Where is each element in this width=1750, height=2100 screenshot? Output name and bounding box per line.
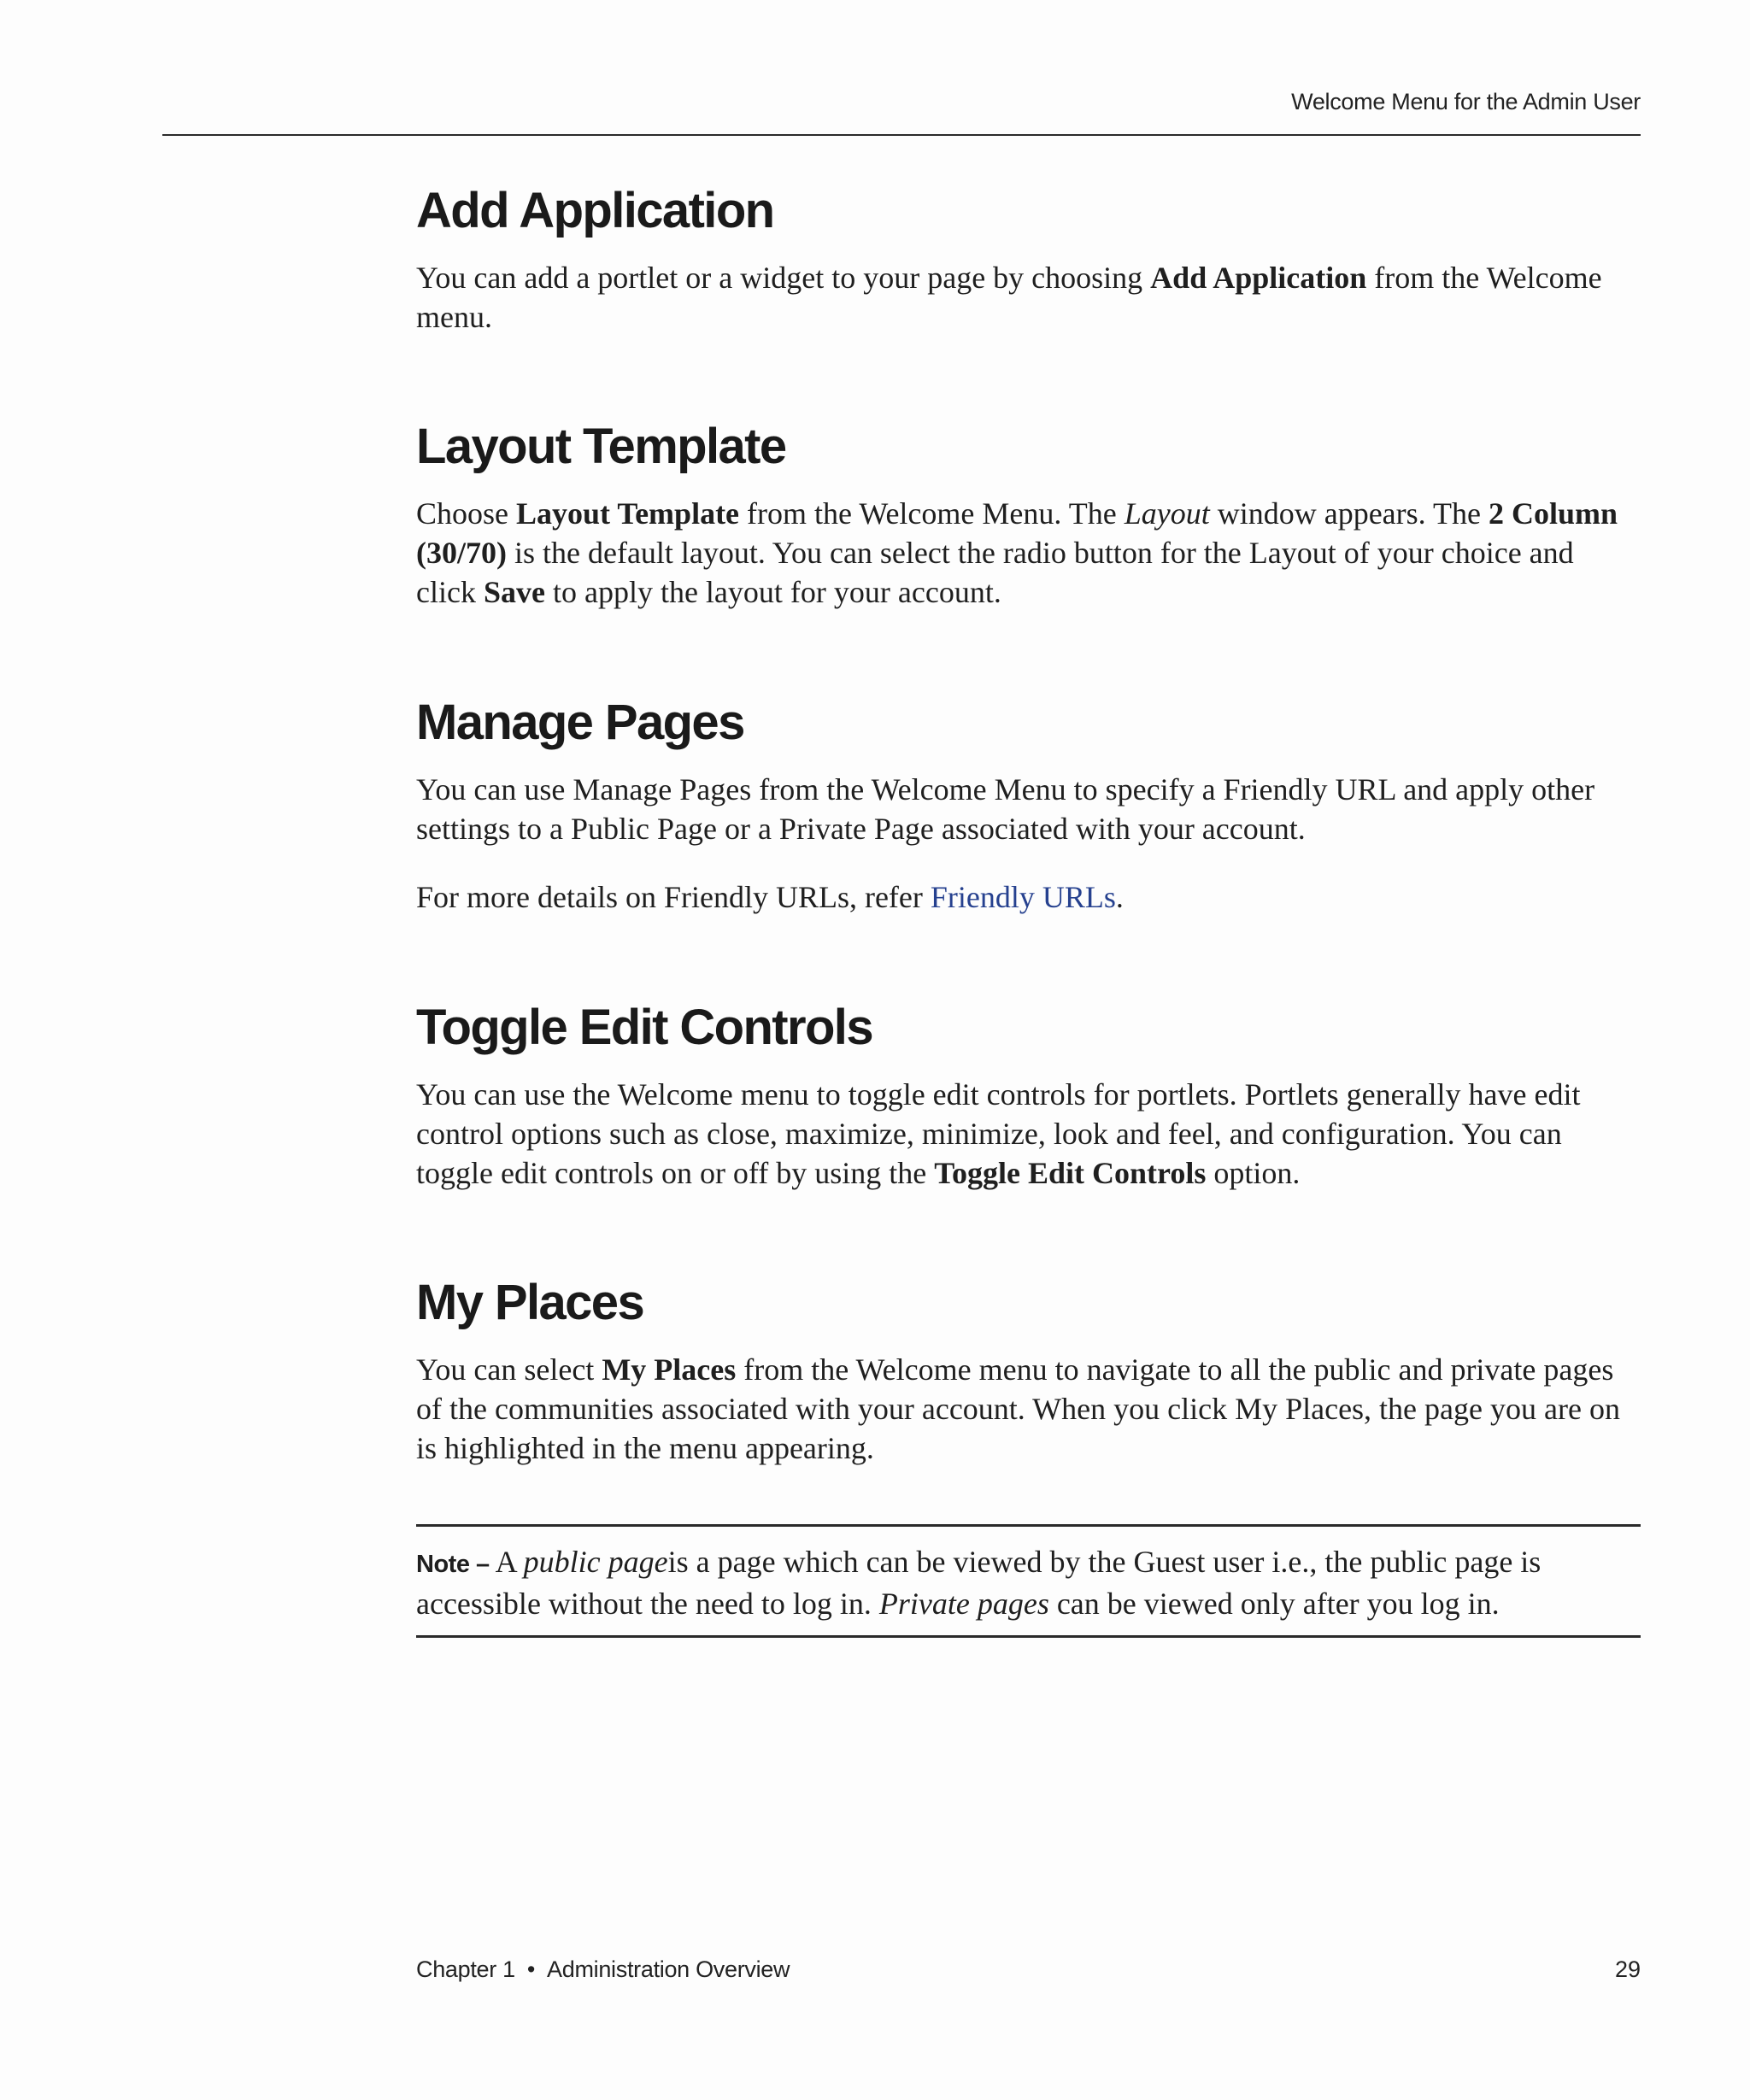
footer-chapter-number: Chapter 1 [416, 1956, 515, 1982]
section-paragraph [416, 877, 1641, 917]
paragraph-text: You can select [416, 1352, 602, 1387]
note-label: Note – [416, 1551, 490, 1578]
paragraph-text: from the Welcome menu. [416, 261, 1602, 334]
bold-term: Toggle Edit Controls [934, 1156, 1207, 1190]
paragraph-text: is the default layout. You can select the radio button for the Layout of your choice and click [416, 536, 1574, 609]
section-my-places [416, 1273, 1641, 1468]
paragraph-text: . [1115, 880, 1124, 914]
section-paragraph [416, 494, 1641, 612]
section-add-application [416, 181, 1641, 337]
paragraph-text: can be viewed only after you log in. [1048, 1587, 1500, 1621]
section-manage-pages [416, 693, 1641, 917]
section-paragraph [416, 1350, 1641, 1468]
section-toggle-edit-controls [416, 998, 1641, 1193]
paragraph-text: to apply the layout for your account. [544, 575, 1001, 609]
paragraph-text: For more details on Friendly URLs, refer [416, 880, 931, 914]
italic-term: Layout [1124, 496, 1210, 531]
section-layout-template [416, 417, 1641, 612]
paragraph-text: is a page which can be viewed by the Guest user i.e., the public page is accessible without the need to log in. [416, 1545, 1542, 1621]
paragraph-text: window appears. The [1209, 496, 1489, 531]
paragraph-text: from the Welcome Menu. The [739, 496, 1125, 531]
bold-term: Save [483, 575, 545, 609]
italic-term: Private pages [878, 1587, 1049, 1621]
footer-chapter-title: Administration Overview [547, 1956, 790, 1982]
section-heading: Layout Template [416, 419, 786, 474]
paragraph-text: A [489, 1545, 524, 1579]
italic-term: public page [523, 1545, 668, 1579]
running-header: Welcome Menu for the Admin User [1291, 89, 1641, 114]
section-heading: Manage Pages [416, 695, 744, 750]
paragraph-text: Choose [416, 496, 516, 531]
footer-separator: • [526, 1956, 536, 1982]
header-rule [162, 134, 1641, 136]
bold-term: Add Application [1150, 261, 1367, 295]
bold-term: My Places [602, 1352, 737, 1387]
bold-term: Layout Template [516, 496, 740, 531]
friendly-urls-link[interactable]: Friendly URLs [930, 880, 1116, 914]
section-paragraph [416, 258, 1641, 337]
bold-term: 2 Column (30/70) [416, 496, 1618, 570]
section-heading: Add Application [416, 183, 774, 238]
paragraph-text: You can use the Welcome menu to toggle edit controls for portlets. Portlets generally have edit control options such as close, maximize, minimize, look and feel, and configuration. You can toggle edit controls on or off by using the [416, 1077, 1581, 1190]
section-heading: Toggle Edit Controls [416, 1000, 872, 1055]
section-paragraph: You can use Manage Pages from the Welcome Menu to specify a Friendly URL and apply other settings to a Public Page or a Private Page associated with your account. [416, 772, 1595, 846]
paragraph-text: option. [1206, 1156, 1301, 1190]
section-paragraph [416, 1075, 1641, 1193]
note-text [416, 1542, 1641, 1623]
page-number: 29 [1614, 1956, 1641, 1982]
section-heading: My Places [416, 1275, 644, 1330]
paragraph-text: You can add a portlet or a widget to your page by choosing [416, 261, 1151, 295]
paragraph-text: from the Welcome menu to navigate to all the public and private pages of the communities associated with your account. When you click My Places, the page you are on is highlighted in the menu appearing. [416, 1352, 1620, 1465]
footer-chapter [416, 1956, 790, 1983]
note-box [416, 1524, 1641, 1638]
